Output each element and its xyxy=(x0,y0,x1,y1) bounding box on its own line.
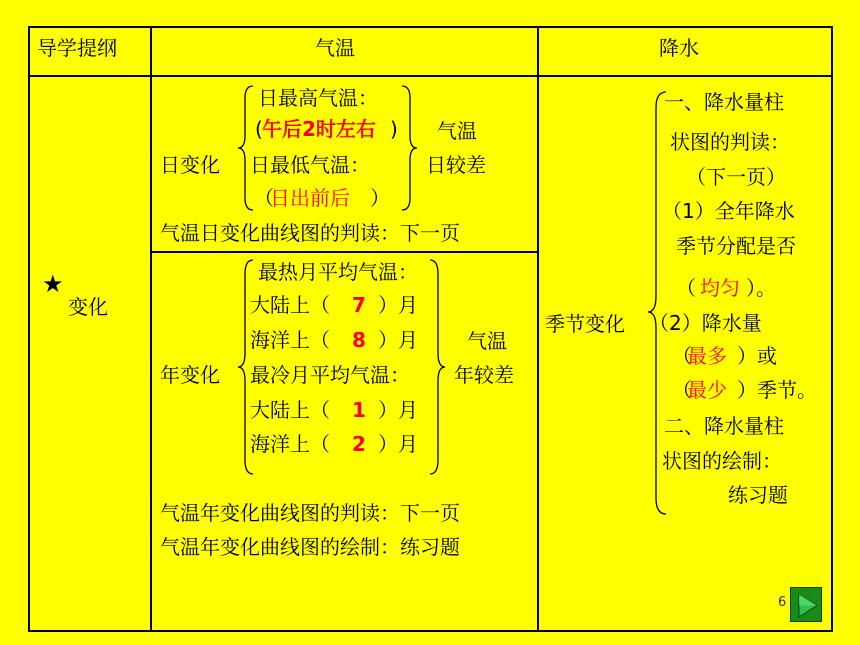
daily-max-close: ) xyxy=(390,117,398,141)
annual-hottest-label: 最热月平均气温： xyxy=(258,260,418,284)
daily-min-time: 日出前后 xyxy=(270,186,350,210)
cold-land-value: 1 xyxy=(352,398,366,422)
table-border-bottom xyxy=(28,630,833,632)
daily-min-close: ） xyxy=(370,186,390,210)
precip-line-3: （下一页） xyxy=(686,165,786,189)
annual-range-line1: 气温 xyxy=(467,329,507,353)
row-label-change: 变化 xyxy=(68,295,108,319)
hot-sea-value: 8 xyxy=(352,328,366,352)
annual-left-brace xyxy=(236,258,256,476)
hot-land-suffix: ）月 xyxy=(378,293,418,317)
precip-line-6-value: 均匀 xyxy=(700,276,740,300)
precip-line-7: （2）降水量 xyxy=(649,311,762,335)
precip-line-12: 练习题 xyxy=(728,483,788,507)
header-divider xyxy=(28,75,833,77)
annual-coldest-label: 最冷月平均气温： xyxy=(250,363,410,387)
precip-line-1: 一、降水量柱 xyxy=(664,90,784,114)
daily-max-time: 午后2时左右 xyxy=(262,117,376,141)
precip-line-9-value: 最少 xyxy=(687,378,727,402)
cold-sea-prefix: 海洋上（ xyxy=(250,432,330,456)
precip-line-8-close: ）或 xyxy=(737,344,777,368)
table-border-top xyxy=(28,26,833,28)
next-slide-button[interactable] xyxy=(790,587,822,622)
daily-max-label: 日最高气温： xyxy=(258,86,378,110)
precip-line-4: （1）全年降水 xyxy=(662,199,795,223)
col-divider-2 xyxy=(537,26,539,632)
precip-line-2: 状图的判读： xyxy=(670,130,790,154)
hot-sea-prefix: 海洋上（ xyxy=(250,328,330,352)
cold-land-prefix: 大陆上（ xyxy=(250,398,330,422)
annual-curve-draw: 气温年变化曲线图的绘制：练习题 xyxy=(160,535,460,559)
precip-line-8-value: 最多 xyxy=(687,344,727,368)
header-precipitation: 降水 xyxy=(659,36,699,60)
cold-land-suffix: ）月 xyxy=(378,398,418,422)
play-right-icon xyxy=(791,588,823,623)
page-number: 6 xyxy=(778,595,787,610)
daily-range-line1: 气温 xyxy=(437,119,477,143)
daily-right-brace xyxy=(399,84,419,214)
precip-line-5: 季节分配是否 xyxy=(676,234,796,258)
header-temperature: 气温 xyxy=(315,36,355,60)
annual-label: 年变化 xyxy=(160,363,220,387)
table-border-left xyxy=(28,26,30,632)
annual-curve-read: 气温年变化曲线图的判读：下一页 xyxy=(160,501,460,525)
precip-line-8-open: （ xyxy=(672,344,692,368)
header-outline: 导学提纲 xyxy=(37,36,117,60)
daily-label: 日变化 xyxy=(160,153,220,177)
precip-line-9-open: （ xyxy=(672,378,692,402)
hot-land-value: 7 xyxy=(352,293,366,317)
daily-curve-note: 气温日变化曲线图的判读：下一页 xyxy=(160,221,460,245)
cold-sea-suffix: ）月 xyxy=(378,432,418,456)
star-icon: ★ xyxy=(42,270,64,298)
table-border-right xyxy=(831,26,833,632)
daily-range-line2: 日较差 xyxy=(426,153,486,177)
daily-left-brace xyxy=(236,84,256,214)
cold-sea-value: 2 xyxy=(352,432,366,456)
hot-sea-suffix: ）月 xyxy=(378,328,418,352)
temp-row-divider xyxy=(150,251,539,253)
precip-line-9-close: ）季节。 xyxy=(737,378,817,402)
precip-label: 季节变化 xyxy=(545,312,625,336)
col-divider-1 xyxy=(150,26,152,632)
daily-min-open: （ xyxy=(254,186,274,210)
precip-line-6-close: ）。 xyxy=(746,276,776,300)
hot-land-prefix: 大陆上（ xyxy=(250,293,330,317)
annual-range-line2: 年较差 xyxy=(454,363,514,387)
precip-line-11: 状图的绘制： xyxy=(662,449,782,473)
daily-min-label: 日最低气温： xyxy=(250,153,370,177)
annual-right-brace xyxy=(427,258,447,476)
precip-line-10: 二、降水量柱 xyxy=(664,414,784,438)
daily-max-open: ( xyxy=(255,117,263,141)
precip-line-6-open: （ xyxy=(676,276,696,300)
